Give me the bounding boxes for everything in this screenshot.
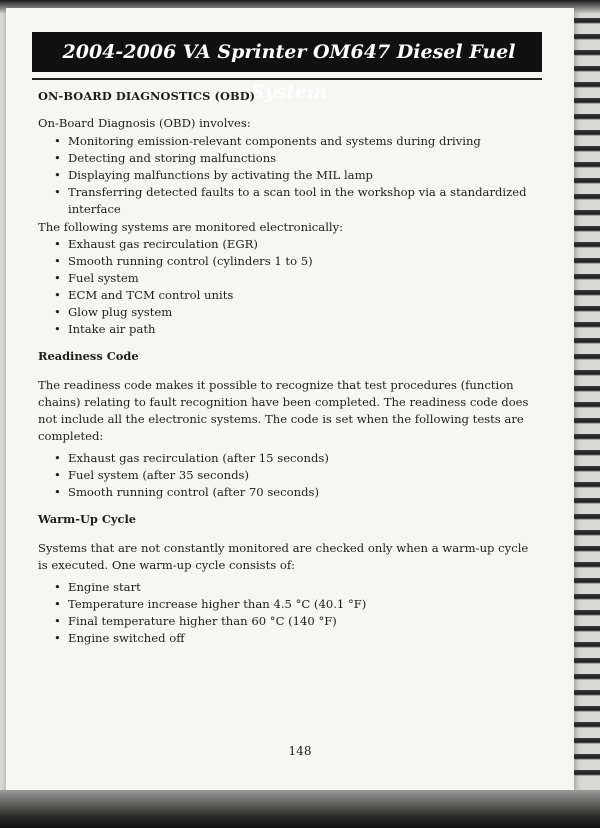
list-item: • Exhaust gas recirculation (EGR) bbox=[52, 236, 538, 253]
readiness-tests-list bbox=[52, 450, 538, 501]
list-item: • Intake air path bbox=[52, 321, 538, 338]
warmup-text: Systems that are not constantly monitored are checked only when a warm-up cycle is executed. One warm-up cycle consists of: bbox=[38, 541, 529, 572]
list-item: • Temperature increase higher than 4.5 °C (40.1 °F) bbox=[52, 596, 538, 613]
list-item: • Smooth running control (after 70 seconds) bbox=[52, 484, 538, 501]
page-header-title: 2004-2006 VA Sprinter OM647 Diesel Fuel System bbox=[32, 32, 542, 72]
list-item: • Fuel system bbox=[52, 270, 538, 287]
list-item: • Smooth running control (cylinders 1 to 5) bbox=[52, 253, 538, 270]
obd-heading: ON-BOARD DIAGNOSTICS (OBD) bbox=[38, 89, 256, 103]
list-item: • ECM and TCM control units bbox=[52, 287, 538, 304]
list-item: • Fuel system (after 35 seconds) bbox=[52, 467, 538, 484]
list-item: • Engine start bbox=[52, 579, 538, 596]
list-item: • Exhaust gas recirculation (after 15 seconds) bbox=[52, 450, 538, 467]
list-item: • Engine switched off bbox=[52, 630, 538, 647]
monitored-systems-list bbox=[52, 236, 538, 338]
page-number: 148 bbox=[288, 744, 312, 758]
warmup-heading: Warm-Up Cycle bbox=[38, 512, 137, 526]
page-content bbox=[38, 88, 538, 647]
readiness-text: The readiness code makes it possible to recognize that test procedures (function chains) relating to fault recognition have been completed. The readiness code does not include all the electronic systems. The code is set when the following tests are completed: bbox=[38, 378, 529, 443]
list-item: • Detecting and storing malfunctions bbox=[52, 150, 538, 167]
list-item: • Displaying malfunctions by activating the MIL lamp bbox=[52, 167, 538, 184]
spiral-binding bbox=[574, 12, 600, 782]
list-item: • Monitoring emission-relevant components and systems during driving bbox=[52, 133, 538, 150]
list-item: • Glow plug system bbox=[52, 304, 538, 321]
scan-bottom-shadow bbox=[0, 790, 600, 828]
list-item: • Final temperature higher than 60 °C (140 °F) bbox=[52, 613, 538, 630]
readiness-heading: Readiness Code bbox=[38, 349, 139, 363]
monitored-intro: The following systems are monitored electronically: bbox=[38, 220, 344, 234]
obd-involves-list bbox=[52, 133, 538, 218]
warmup-steps-list bbox=[52, 579, 538, 647]
header-rule bbox=[32, 78, 542, 80]
obd-intro: On-Board Diagnosis (OBD) involves: bbox=[38, 116, 251, 130]
list-item: • Transferring detected faults to a scan tool in the workshop via a standardized interface bbox=[52, 184, 538, 218]
